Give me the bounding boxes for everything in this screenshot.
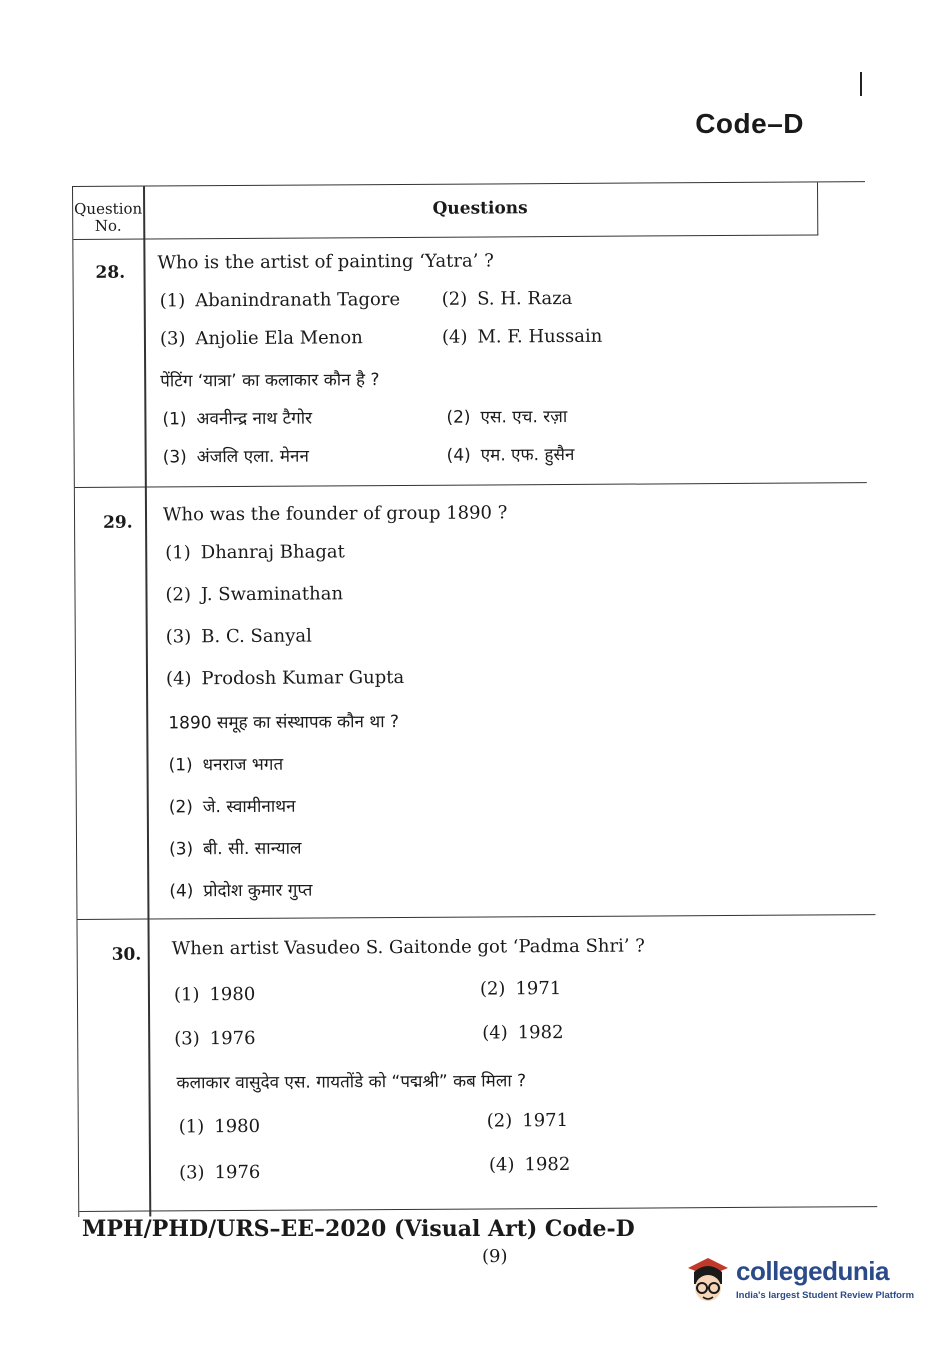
option <box>174 984 255 1005</box>
question-number: 30. <box>111 944 142 965</box>
option <box>447 442 575 466</box>
option <box>165 541 345 563</box>
option <box>165 583 343 605</box>
row-divider <box>75 482 867 488</box>
option <box>169 794 296 818</box>
option-text: बी. सी. सान्याल <box>203 838 302 860</box>
row-divider <box>79 1206 877 1212</box>
collegedunia-logo <box>680 1250 915 1310</box>
question-no-header-line2: No. <box>94 216 122 235</box>
option <box>179 1162 260 1183</box>
option <box>160 289 401 311</box>
option-number: (2) <box>479 978 506 1000</box>
option-number: (2) <box>441 288 468 310</box>
option-text: 1982 <box>517 1022 564 1044</box>
column-divider <box>143 187 151 1217</box>
option-text: 1971 <box>515 978 562 1000</box>
option <box>169 878 312 902</box>
option <box>162 406 312 430</box>
option-number: (2) <box>446 407 471 428</box>
option-number: (2) <box>486 1110 513 1132</box>
question-no-header-line1: Question <box>74 199 143 218</box>
option-text: 1980 <box>214 1115 261 1138</box>
option-number: (2) <box>168 797 193 818</box>
option <box>442 326 602 348</box>
option <box>166 626 312 648</box>
option-number: (1) <box>159 290 186 312</box>
option-number: (4) <box>482 1022 508 1044</box>
option <box>179 1116 260 1137</box>
paper-code: Code–D <box>695 108 804 139</box>
option <box>166 667 404 689</box>
option <box>487 1110 568 1131</box>
question-number: 28. <box>95 262 126 283</box>
option-number: (3) <box>178 1162 205 1184</box>
logo-wordmark: collegedunia <box>736 1256 889 1286</box>
option-number: (4) <box>488 1154 515 1176</box>
option-text: M. F. Hussain <box>477 325 603 348</box>
option <box>446 404 567 428</box>
option <box>163 444 309 468</box>
question-text-hi: कलाकार वासुदेव एस. गायतोंडे को “पद्मश्री” कब मिला ? <box>176 1071 527 1094</box>
option-text: J. Swaminathan <box>200 583 344 606</box>
question-number: 29. <box>102 512 133 533</box>
option-number: (3) <box>168 839 194 860</box>
option <box>442 288 573 310</box>
option-text: B. C. Sanyal <box>201 625 312 648</box>
question-table <box>72 181 871 1217</box>
option-number: (4) <box>441 326 468 348</box>
page-number: (9) <box>482 1246 508 1267</box>
option-text: Abanindranath Tagore <box>195 288 401 312</box>
option-text: अंजलि एला. मेनन <box>196 446 309 468</box>
question-text-hi: 1890 समूह का संस्थापक कौन था ? <box>168 712 400 734</box>
option-text: प्रोदोश कुमार गुप्त <box>203 880 313 902</box>
option-number: (3) <box>159 328 186 350</box>
scan-mark <box>860 72 862 96</box>
option-text: जे. स्वामीनाथन <box>202 796 296 818</box>
questions-header: Questions <box>432 198 528 219</box>
option-text: 1980 <box>209 983 256 1006</box>
question-text-hi: पेंटिंग ‘यात्रा’ का कलाकार कौन है ? <box>160 370 380 392</box>
student-mascot-icon <box>684 1254 732 1306</box>
option-text: 1976 <box>209 1027 256 1050</box>
option <box>169 836 302 860</box>
option-number: (1) <box>178 1116 205 1138</box>
option <box>168 752 283 776</box>
option-text: एस. एच. रज़ा <box>480 406 568 428</box>
option-number: (3) <box>174 1028 200 1050</box>
row-divider <box>77 914 875 920</box>
option-text: Dhanraj Bhagat <box>200 541 345 564</box>
question-text-en: When artist Vasudeo S. Gaitonde got ‘Padma Shri’ ? <box>171 935 645 960</box>
option-number: (1) <box>162 409 187 430</box>
option <box>482 1022 563 1043</box>
option-number: (2) <box>165 584 192 606</box>
question-text-en: Who was the founder of group 1890 ? <box>162 502 508 526</box>
option-text: एम. एफ. हुसैन <box>480 444 575 466</box>
question-no-header <box>73 201 143 235</box>
option <box>489 1154 570 1175</box>
option <box>480 978 561 999</box>
option-text: Anjolie Ela Menon <box>195 327 363 350</box>
logo-tagline: India's largest Student Review Platform <box>736 1290 915 1301</box>
option-text: Prodosh Kumar Gupta <box>201 666 405 690</box>
option-text: 1971 <box>522 1109 569 1132</box>
option-text: 1976 <box>214 1161 261 1184</box>
option-number: (4) <box>165 668 192 690</box>
option-number: (3) <box>165 626 192 648</box>
footer-paper-code: MPH/PHD/URS–EE–2020 (Visual Art) Code-D <box>82 1216 635 1242</box>
option-text: धनराज भगत <box>202 754 284 776</box>
option-text: अवनीन्द्र नाथ टैगोर <box>196 408 313 430</box>
question-text-en: Who is the artist of painting ‘Yatra’ ? <box>157 250 494 274</box>
option-number: (3) <box>162 447 187 468</box>
option-number: (1) <box>173 984 200 1006</box>
option-number: (1) <box>168 755 193 776</box>
option-text: S. H. Raza <box>477 287 573 310</box>
option <box>174 1028 255 1049</box>
option <box>160 327 363 349</box>
table-header <box>73 182 818 240</box>
option-number: (4) <box>169 881 194 902</box>
option-text: 1982 <box>524 1153 571 1176</box>
option-number: (1) <box>165 542 191 564</box>
option-number: (4) <box>446 445 471 466</box>
